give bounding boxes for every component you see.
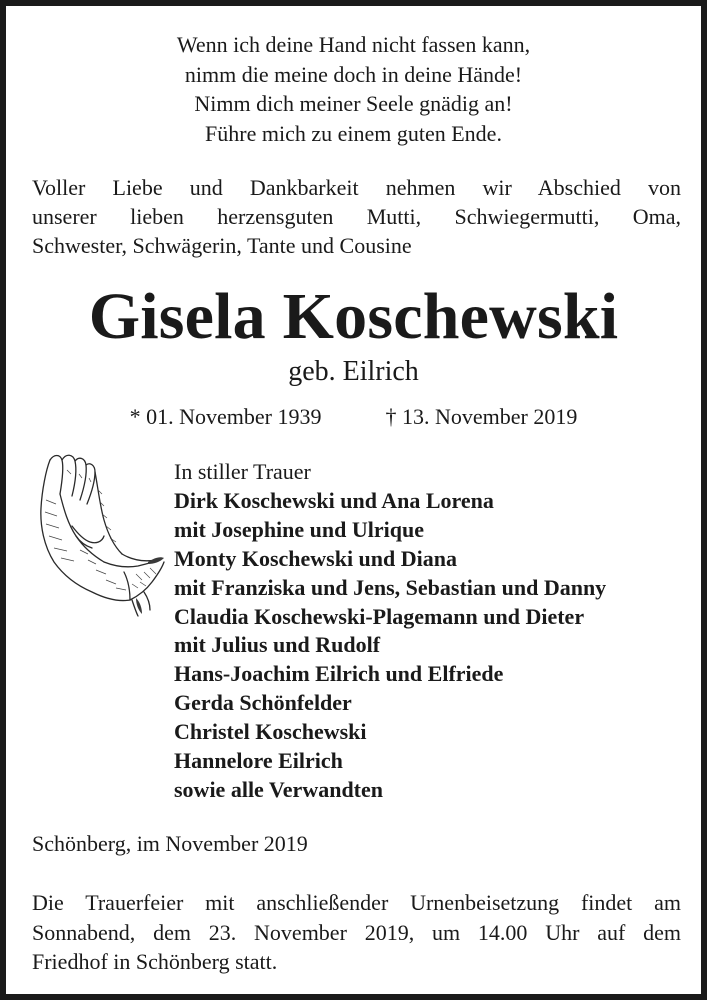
mourner-line: mit Franziska und Jens, Sebastian und Danny [174,574,607,600]
death-date: † 13. November 2019 [385,404,578,429]
mourner-line: Claudia Koschewski-Plagemann und Dieter [174,603,585,629]
mourner-line: sowie alle Verwandten [174,776,383,802]
mourner-line: Dirk Koschewski und Ana Lorena [174,487,494,513]
funeral-line: Sonnabend, dem 23. November 2019, um 14.00 Uhr auf dem [32,919,681,945]
life-dates [6,403,701,431]
maiden-name: geb. Eilrich [288,356,419,387]
mourning-phrase: In stiller Trauer [174,459,311,484]
poem [6,30,701,148]
mourners-list [174,458,606,805]
poem-line: Führe mich zu einem guten Ende. [205,120,502,146]
mourner-line: Christel Koschewski [174,719,367,745]
farewell-text [32,173,681,260]
funeral-line: Friedhof in Schönberg statt. [32,949,278,974]
funeral-line: Die Trauerfeier mit anschließender Urnenbeisetzung findet am [32,890,681,915]
place-date: Schönberg, im November 2019 [32,831,308,856]
poem-line: Nimm dich meiner Seele gnädig an! [194,91,513,116]
mourner-line: Monty Koschewski und Diana [174,545,458,571]
praying-hands-icon [32,450,167,620]
mourner-line: Hannelore Eilrich [174,748,343,774]
birth-date: * 01. November 1939 [129,404,322,429]
mourner-line: mit Josephine und Ulrique [174,516,424,542]
farewell-line: Voller Liebe und Dankbarkeit nehmen wir Abschied von [32,175,681,200]
mourner-line: Gerda Schönfelder [174,690,352,716]
deceased-name: Gisela Koschewski [88,280,619,353]
mourner-line: mit Julius und Rudolf [174,632,381,658]
poem-line: nimm die meine doch in deine Hände! [184,61,523,87]
farewell-line: unserer lieben herzensguten Mutti, Schwiegermutti, Oma, [32,204,681,229]
farewell-line: Schwester, Schwägerin, Tante und Cousine [32,233,412,258]
poem-line: Wenn ich deine Hand nicht fassen kann, [176,32,531,57]
funeral-details [32,888,681,977]
mourner-line: Hans-Joachim Eilrich und Elfriede [174,661,504,687]
